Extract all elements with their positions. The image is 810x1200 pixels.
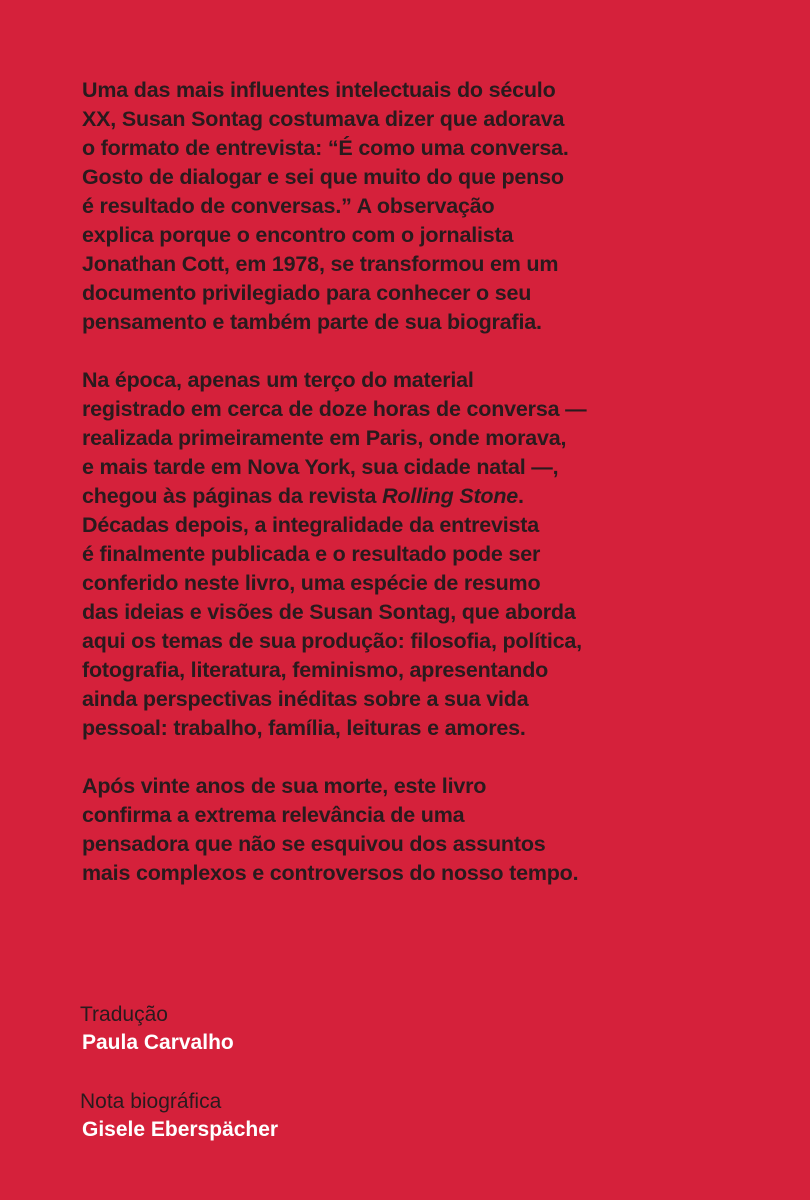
credits — [80, 1001, 480, 1175]
text-line: pensadora que não se esquivou dos assuntos — [82, 832, 546, 856]
text-line: explica porque o encontro com o jornalista — [82, 223, 514, 247]
text-line: confirma a extrema relevância de uma — [82, 803, 465, 827]
text-line: Na época, apenas um terço do material — [82, 368, 474, 392]
text-line: XX, Susan Sontag costumava dizer que adorava — [82, 107, 565, 131]
text-line: Décadas depois, a integralidade da entrevista — [82, 513, 540, 537]
text-line: o formato de entrevista: “É como uma conversa. — [82, 136, 569, 160]
text-line: documento privilegiado para conhecer o seu — [82, 281, 532, 305]
paragraph-2 — [82, 366, 642, 743]
credit-role: Tradução — [80, 1003, 168, 1026]
synopsis-text — [82, 76, 642, 917]
text-line: Jonathan Cott, em 1978, se transformou em um — [82, 252, 559, 276]
text-line: Gosto de dialogar e sei que muito do que penso — [82, 165, 564, 189]
text-fragment: chegou às páginas da revista — [82, 484, 383, 508]
paragraph-1 — [82, 76, 642, 337]
text-line: ainda perspectivas inéditas sobre a sua vida — [82, 687, 529, 711]
text-line: realizada primeiramente em Paris, onde morava, — [82, 426, 567, 450]
magazine-title: Rolling Stone — [382, 484, 519, 508]
text-line: Após vinte anos de sua morte, este livro — [82, 774, 487, 798]
text-line: é finalmente publicada e o resultado pode ser — [82, 542, 541, 566]
text-line: aqui os temas de sua produção: filosofia, política, — [82, 629, 582, 653]
text-line: fotografia, literatura, feminismo, apresentando — [82, 658, 549, 682]
text-line: é resultado de conversas.” A observação — [82, 194, 495, 218]
text-line: registrado em cerca de doze horas de conversa — — [82, 397, 587, 421]
credit-name: Paula Carvalho — [82, 1031, 234, 1054]
text-line: das ideias e visões de Susan Sontag, que aborda — [82, 600, 576, 624]
credit-translation — [80, 1001, 480, 1057]
text-line: pessoal: trabalho, família, leituras e amores. — [82, 716, 526, 740]
credit-biographical-note — [80, 1088, 480, 1144]
text-line: e mais tarde em Nova York, sua cidade natal —, — [82, 455, 559, 479]
credit-name: Gisele Eberspächer — [82, 1118, 279, 1141]
text-line: Uma das mais influentes intelectuais do século — [82, 78, 556, 102]
text-line: mais complexos e controversos do nosso tempo. — [82, 861, 579, 885]
paragraph-3 — [82, 772, 642, 888]
text-line: pensamento e também parte de sua biografia. — [82, 310, 542, 334]
text-line: conferido neste livro, uma espécie de resumo — [82, 571, 541, 595]
magazine-line — [82, 482, 642, 511]
credit-role: Nota biográfica — [80, 1090, 222, 1113]
text-fragment: . — [518, 484, 524, 508]
